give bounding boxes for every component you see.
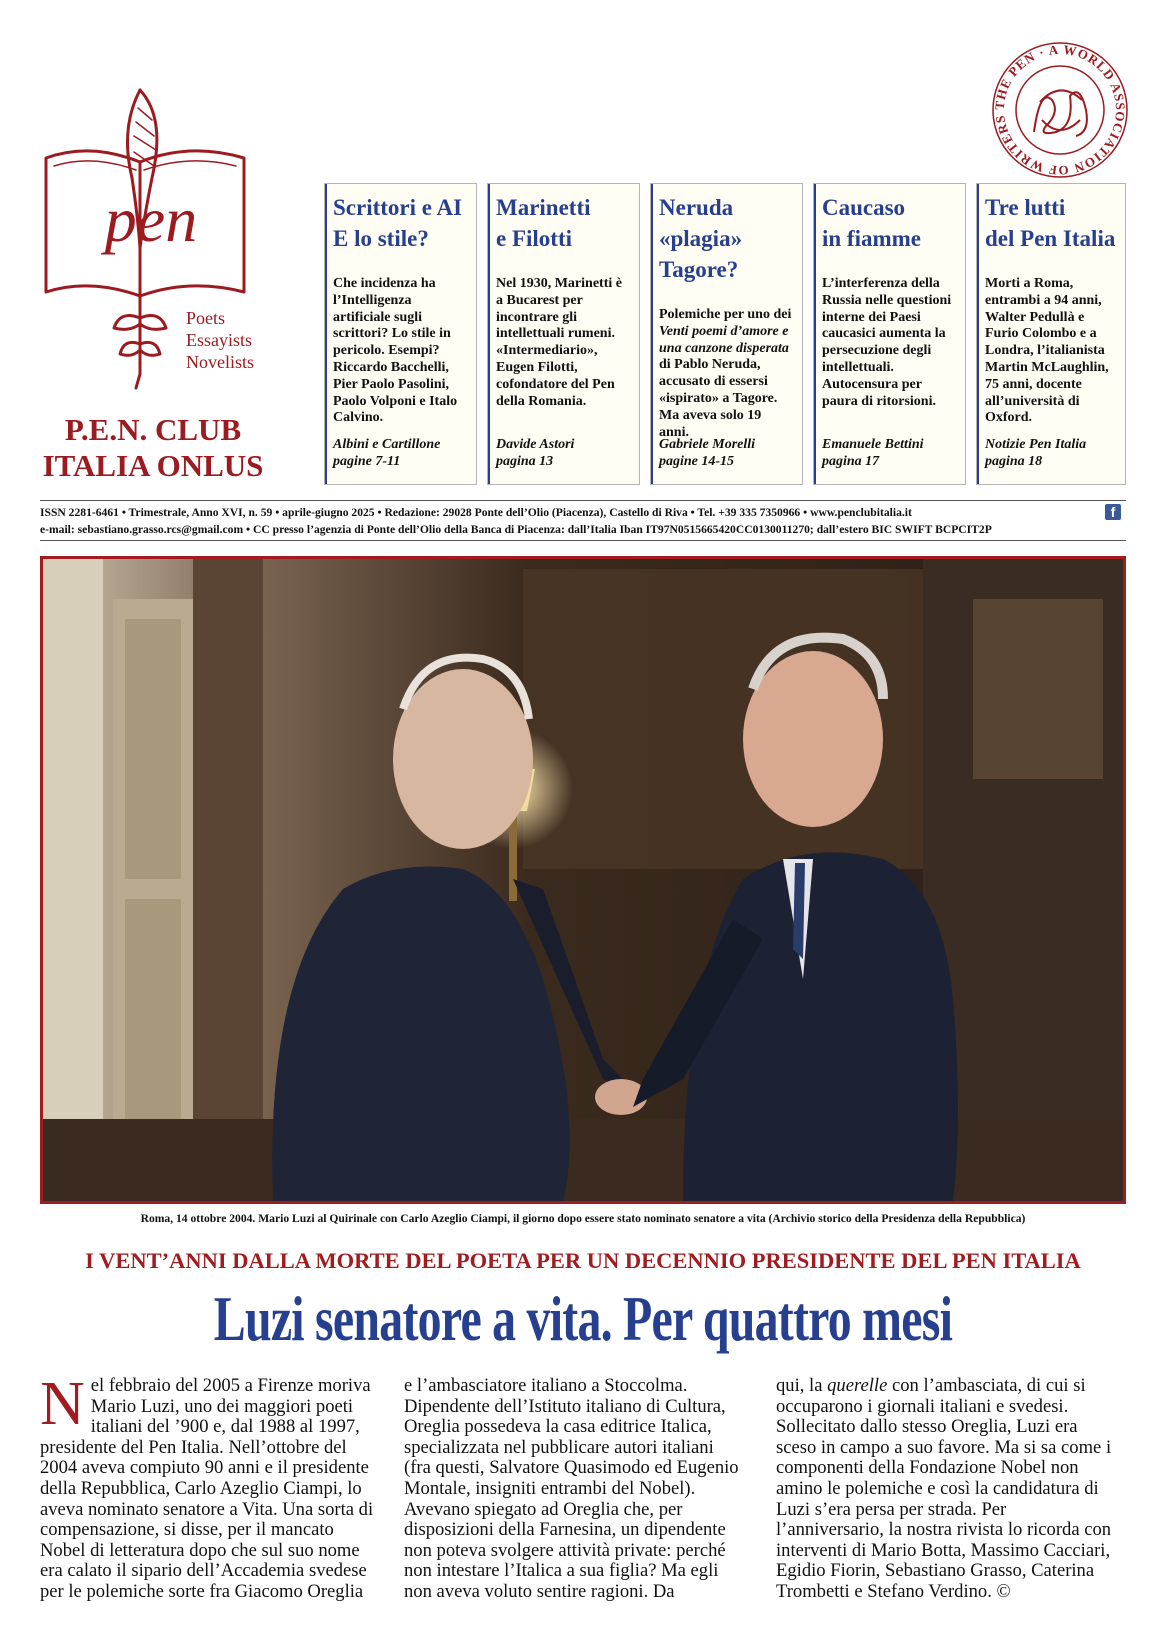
article-col2-text: e l’ambasciatore italiano a Stoccolma. Dipendente dell’Istituto italiano di Cultura, Oreglia possedeva la casa editrice Italica, specializzata nel pubblicare autori italiani (fra questi, Salvatore Quasimodo ed Eugenio Montale, insigniti entrambi del Nobel). Avevano spiegato ad Oreglia che, per disposizioni della Farnesina, un dipendente non poteva svolgere attività private: perché non intestare l’Italica a sua figlia? Ma egli non aveva voluto sentire ragioni. Da xyxy=(404,1375,739,1602)
teaser-title xyxy=(333,192,468,254)
club-name-line2: ITALIA ONLUS xyxy=(42,448,264,483)
teaser-pages: pagina 18 xyxy=(985,454,1043,469)
teaser-box-marinetti[interactable] xyxy=(487,183,640,485)
seal-text: THE PEN · A WORLD ASSOCIATION OF WRITERS xyxy=(991,41,1129,179)
teaser-body-part1: Polemiche per uno dei xyxy=(659,307,792,322)
teaser-title-line2: Tagore? xyxy=(659,257,739,282)
svg-text:THE PEN · A WORLD ASSOCIATION xyxy=(990,40,1128,178)
contact-info-line: e-mail: sebastiano.grasso.rcs@gmail.com • CC presso l’agenzia di Ponte dell’Olio della Banca di Piacenza: dall’Italia Iban IT97N0515665420CC0130011270; dall’estero BIC SWIFT BCPCIT2P xyxy=(40,523,992,536)
teaser-title xyxy=(822,192,957,254)
tagline-essayists: Essayists xyxy=(186,330,253,350)
teaser-title-line2: E lo stile? xyxy=(333,226,429,251)
cover-photo xyxy=(40,556,1126,1204)
teaser-body: Morti a Roma, entrambi a 94 anni, Walter Pedullà e Furio Colombo e a Londra, l’italianista Martin McLaughlin, 75 anni, docente all’università di Oxford. xyxy=(985,276,1109,426)
teaser-author: Gabriele Morelli xyxy=(659,437,756,452)
teaser-box-neruda[interactable] xyxy=(650,183,803,485)
pen-logo xyxy=(40,78,270,398)
teaser-title xyxy=(985,192,1117,254)
pen-logo-wordmark: pen xyxy=(104,184,198,255)
article-column-2 xyxy=(404,1376,744,1603)
article-column-1 xyxy=(40,1370,380,1603)
teaser-credit xyxy=(333,436,440,470)
teaser-body: L’interferenza della Russia nelle questioni interne dei Paesi caucasici aumenta la persecuzione degli intellettuali. Autocensura per paura di ritorsioni. xyxy=(822,276,952,409)
teaser-pages: pagina 13 xyxy=(496,454,554,469)
photo-luzi-ciampi xyxy=(43,559,1123,1201)
article-col1-text: el febbraio del 2005 a Firenze moriva Mario Luzi, uno dei maggiori poeti italiani del ’900 e, dal 1988 al 1997, presidente del Pen Italia. Nell’ottobre del 2004 aveva compiuto 90 anni e il presidente della Repubblica, Carlo Azeglio Ciampi, lo aveva nominato senatore a Vita. Una sorta di compensazione, si disse, per il mancato Nobel di letteratura dopo che sul suo nome era calato il sipario dell’Accademia svedese per le polemiche sorte fra Giacomo Oreglia xyxy=(40,1375,374,1602)
article-dropcap: N xyxy=(40,1370,85,1438)
teaser-author: Notizie Pen Italia xyxy=(985,437,1087,452)
teaser-title-line1: Tre lutti xyxy=(985,195,1066,220)
tagline-novelists: Novelists xyxy=(186,352,255,372)
teaser-pages: pagina 17 xyxy=(822,454,880,469)
teaser-credit xyxy=(822,436,924,470)
teaser-pages: pagine 7-11 xyxy=(333,454,401,469)
tagline-poets: Poets xyxy=(186,308,226,328)
teaser-credit xyxy=(496,436,574,470)
teaser-title-line2: in fiamme xyxy=(822,226,922,251)
teaser-body: Che incidenza ha l’Intelligenza artificiale sugli scrittori? Lo stile in pericolo. Esempi? Riccardo Bacchelli, Pier Paolo Pasolini, Paolo Volponi e Italo Calvino. xyxy=(333,276,458,426)
teaser-box-caucaso[interactable] xyxy=(813,183,966,485)
teaser-body: Nel 1930, Marinetti è a Bucarest per incontrare gli intellettuali rumeni. «Intermediario», Eugen Filotti, cofondatore del Pen della Romania. xyxy=(496,276,622,409)
teaser-pages: pagine 14-15 xyxy=(659,454,735,469)
photo-caption: Roma, 14 ottobre 2004. Mario Luzi al Quirinale con Carlo Azeglio Ciampi, il giorno dopo essere stato nominato senatore a vita (Archivio storico della Presidenza della Repubblica) xyxy=(140,1212,1026,1225)
article-col3-part2: con l’ambasciata, di cui si occuparono i giornali italiani e svedesi. Sollecitato dallo stesso Oreglia, Luzi era sceso in campo a suo favore. Ma si sa come i componenti della Fondazione Nobel non amino le polemiche e così la candidatura di Luzi s’era persa per strada. Per l’anniversario, la nostra rivista lo ricorda con interventi di Mario Botta, Massimo Cacciari, Egidio Fiorin, Sebastiano Grasso, Caterina Trombetti e Stefano Verdino. © xyxy=(776,1375,1112,1602)
club-name-line1: P.E.N. CLUB xyxy=(64,412,242,447)
teaser-title xyxy=(659,192,794,285)
issn-info-line: ISSN 2281-6461 • Trimestrale, Anno XVI, n. 59 • aprile-giugno 2025 • Redazione: 29028 Ponte dell’Olio (Piacenza), Castello di Riva • Tel. +39 335 7350966 • www.penclubitalia.it xyxy=(40,506,912,519)
article-column-3 xyxy=(776,1376,1116,1603)
teaser-body-book-title: Venti poemi d’amore e una canzone disperata xyxy=(659,323,789,356)
teaser-title-line2: e Filotti xyxy=(496,226,572,251)
teaser-title-line1: Caucaso xyxy=(822,195,906,220)
teaser-author: Albini e Cartillone xyxy=(333,437,441,452)
teaser-box-lutti[interactable] xyxy=(976,183,1126,485)
club-name xyxy=(38,412,268,484)
teaser-body xyxy=(659,307,794,441)
pen-world-seal xyxy=(990,40,1130,180)
info-rule-top xyxy=(40,500,1126,501)
teaser-box-ai[interactable] xyxy=(324,183,477,485)
teaser-title-line2: del Pen Italia xyxy=(985,226,1116,251)
teaser-author: Davide Astori xyxy=(496,437,575,452)
teaser-title xyxy=(496,192,631,254)
teaser-author: Emanuele Bettini xyxy=(822,437,924,452)
article-col3-italic: querelle xyxy=(827,1375,888,1396)
teaser-title-line1: Marinetti xyxy=(496,195,591,220)
article-col3-part1: qui, la xyxy=(776,1375,828,1396)
article-kicker: I VENT’ANNI DALLA MORTE DEL POETA PER UN DECENNIO PRESIDENTE DEL PEN ITALIA xyxy=(85,1248,1081,1273)
teaser-credit xyxy=(659,436,755,470)
teaser-title-line1: Scrittori e AI xyxy=(333,195,463,220)
article-headline: Luzi senatore a vita. Per quattro mesi xyxy=(213,1284,953,1354)
teaser-title-line1: Neruda «plagia» xyxy=(659,195,743,251)
teaser-credit xyxy=(985,436,1086,470)
info-rule-bottom xyxy=(40,540,1126,541)
facebook-icon[interactable]: f xyxy=(1105,504,1121,520)
teaser-body-part2: di Pablo Neruda, accusato di essersi «ispirato» a Tagore. Ma aveva solo 19 anni. xyxy=(659,357,778,440)
